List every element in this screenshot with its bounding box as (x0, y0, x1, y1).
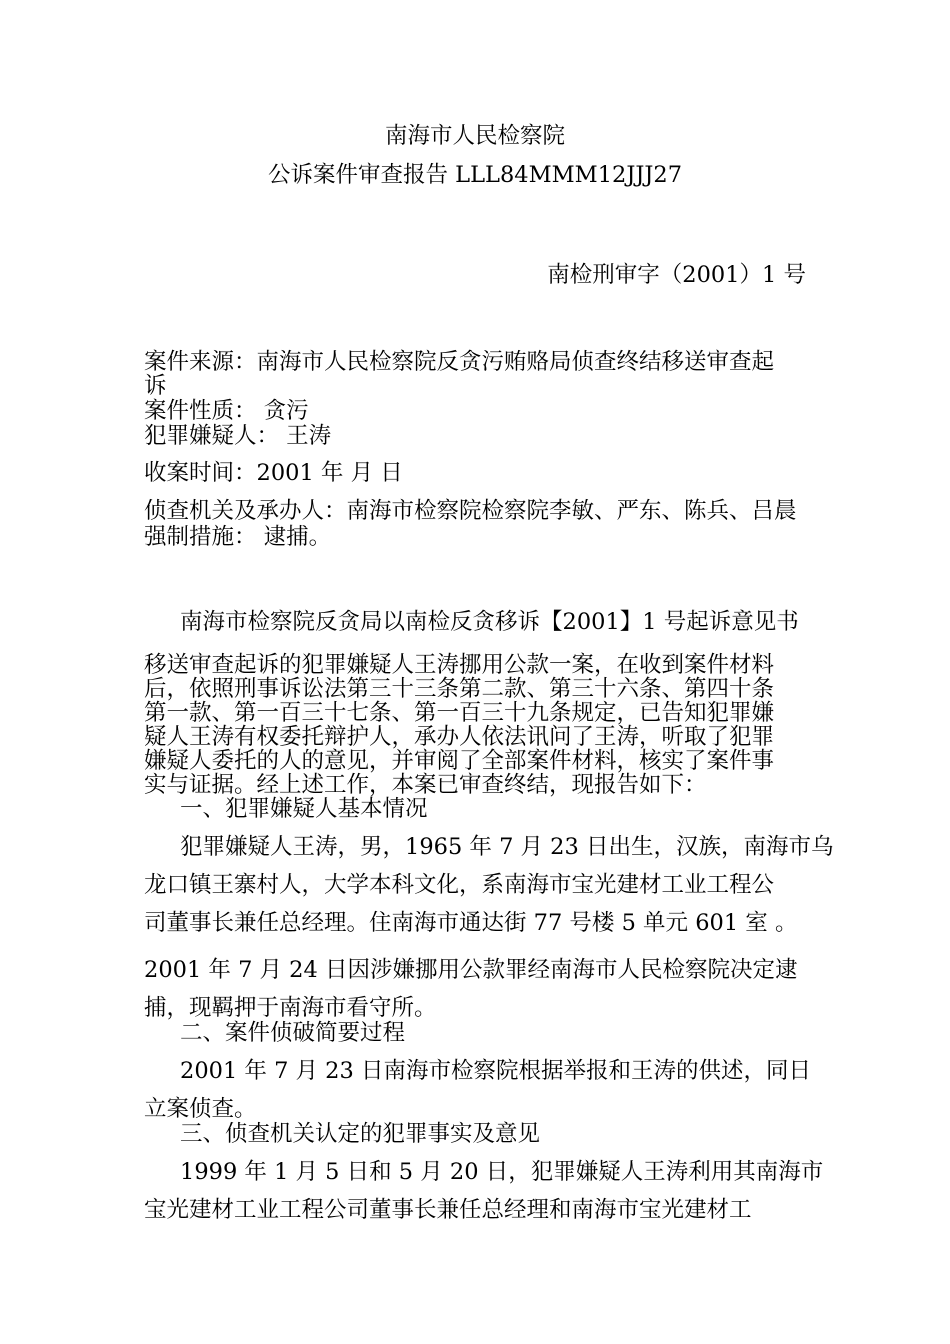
section-1-line: 犯罪嫌疑人王涛，男，1965 年 7 月 23 日出生，汉族，南海市乌 (180, 834, 834, 860)
section-2-line: 2001 年 7 月 23 日南海市检察院根据举报和王涛的供述，同日 (180, 1058, 811, 1084)
case-source-line-1: 案件来源：南海市人民检察院反贪污贿赂局侦查终结移送审查起 (144, 349, 775, 375)
org-title: 南海市人民检察院 (384, 123, 565, 149)
intro-line: 嫌疑人委托的人的意见，并审阅了全部案件材料，核实了案件事 (144, 748, 775, 774)
intro-line: 第一款、第一百三十七条、第一百三十九条规定，已告知犯罪嫌 (144, 700, 775, 726)
report-title: 公诉案件审查报告 LLL84MMM12JJJ27 (267, 162, 683, 188)
case-source-line-2: 诉 (144, 373, 167, 399)
intro-line: 南海市检察院反贪局以南检反贪移诉【2001】1 号起诉意见书 (180, 609, 799, 635)
section-2-line: 立案侦查。 (144, 1096, 257, 1122)
case-suspect: 犯罪嫌疑人： 王涛 (144, 423, 332, 449)
intro-line: 实与证据。经上述工作，本案已审查终结，现报告如下： (144, 772, 707, 798)
section-3-heading: 三、侦查机关认定的犯罪事实及意见 (180, 1121, 541, 1147)
document-number: 南检刑审字（2001）1 号 (547, 262, 806, 288)
case-measures: 强制措施： 逮捕。 (144, 524, 332, 550)
intro-line: 疑人王涛有权委托辩护人，承办人依法讯问了王涛，听取了犯罪 (144, 724, 775, 750)
case-nature: 案件性质： 贪污 (144, 398, 309, 424)
section-2-heading: 二、案件侦破简要过程 (180, 1020, 406, 1046)
section-1-line: 捕，现羁押于南海市看守所。 (144, 995, 437, 1021)
section-1-line: 司董事长兼任总经理。住南海市通达街 77 号楼 5 单元 601 室 。 (144, 910, 798, 936)
case-investigators: 侦查机关及承办人：南海市检察院检察院李敏、严东、陈兵、吕晨 (144, 498, 797, 524)
case-received-date: 收案时间：2001 年 月 日 (144, 460, 403, 486)
intro-line: 移送审查起诉的犯罪嫌疑人王涛挪用公款一案，在收到案件材料 (144, 652, 775, 678)
section-3-line: 1999 年 1 月 5 日和 5 月 20 日，犯罪嫌疑人王涛利用其南海市 (180, 1159, 824, 1185)
section-1-heading: 一、犯罪嫌疑人基本情况 (180, 796, 428, 822)
section-3-line: 宝光建材工业工程公司董事长兼任总经理和南海市宝光建材工 (144, 1197, 752, 1223)
section-1-line: 2001 年 7 月 24 日因涉嫌挪用公款罪经南海市人民检察院决定逮 (144, 957, 798, 983)
intro-line: 后，依照刑事诉讼法第三十三条第二款、第三十六条、第四十条 (144, 676, 775, 702)
section-1-line: 龙口镇王寨村人，大学本科文化，系南海市宝光建材工业工程公 (144, 872, 775, 898)
